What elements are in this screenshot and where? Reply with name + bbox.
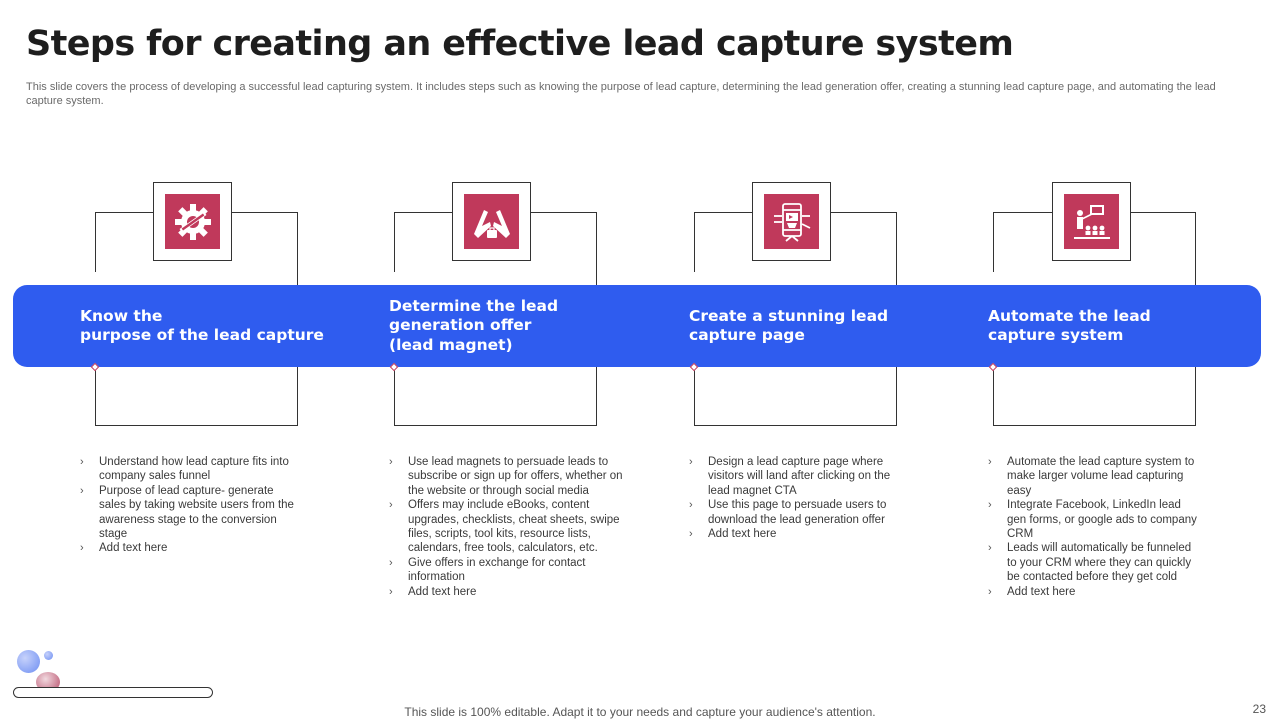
chevron-right-icon: ›: [80, 456, 84, 468]
mobile-page-icon: [770, 200, 814, 244]
presentation-audience-icon: [1070, 200, 1114, 244]
list-item: › Give offers in exchange for contact information: [389, 556, 586, 584]
list-item: › Understand how lead capture fits into company sales funnel: [80, 456, 289, 483]
chevron-right-icon: ›: [689, 456, 693, 468]
step-title-4: Automate the lead capture system: [988, 306, 1151, 344]
list-item: › Add text here: [988, 585, 1076, 598]
decorative-bubble: [17, 650, 40, 673]
list-item: › Use lead magnets to persuade leads to subscribe or sign up for offers, whether on the website or through social media: [389, 456, 623, 497]
chevron-right-icon: ›: [988, 585, 992, 598]
step-icon-box-3: [752, 182, 831, 261]
step-bullets-1: [80, 455, 295, 556]
decorative-bubble: [44, 651, 53, 660]
step-icon-box-1: [153, 182, 232, 261]
list-item: › Purpose of lead capture- generate sales by taking website users from the awareness stage to the conversion stage: [80, 484, 294, 541]
list-item: › Add text here: [389, 585, 477, 598]
list-item: › Design a lead capture page where visitors will land after clicking on the lead magnet CTA: [689, 456, 891, 497]
chevron-right-icon: ›: [80, 484, 84, 497]
hands-magnet-icon: [470, 200, 514, 244]
step-icon-box-4: [1052, 182, 1131, 261]
decorative-pill: [13, 687, 213, 698]
chevron-right-icon: ›: [389, 585, 393, 598]
step-bullets-4: [988, 455, 1203, 599]
page-number: 23: [1252, 702, 1266, 716]
chevron-right-icon: ›: [689, 528, 693, 541]
slide-subtitle: This slide covers the process of developing a successful lead capturing system. It includes steps such as knowing the purpose of lead capture, determining the lead generation offer, creating a stunning lead capture page, and automating the lead capture system.: [26, 81, 1216, 107]
chevron-right-icon: ›: [80, 542, 84, 555]
step-title-2: Determine the lead generation offer (lead magnet): [389, 296, 559, 354]
chevron-right-icon: ›: [988, 542, 992, 555]
chevron-right-icon: ›: [389, 456, 393, 468]
list-item: › Offers may include eBooks, content upgrades, checklists, cheat sheets, swipe files, scripts, tool kits, resource lists, calendars, free tools, calculators, etc.: [389, 499, 620, 555]
step-title-3: Create a stunning lead capture page: [689, 306, 889, 344]
step-bullets-3: [689, 455, 909, 541]
slide-footer: This slide is 100% editable. Adapt it to your needs and capture your audience's attention.: [404, 705, 876, 719]
chevron-right-icon: ›: [988, 499, 992, 512]
list-item: › Automate the lead capture system to make larger volume lead capturing easy: [988, 456, 1195, 497]
chevron-right-icon: ›: [988, 456, 992, 468]
list-item: › Add text here: [80, 542, 168, 555]
gear-pencil-icon: [171, 200, 215, 244]
list-item: › Use this page to persuade users to download the lead generation offer: [689, 499, 887, 526]
chevron-right-icon: ›: [389, 499, 393, 512]
chevron-right-icon: ›: [689, 499, 693, 512]
chevron-right-icon: ›: [389, 556, 393, 569]
list-item: › Add text here: [689, 528, 777, 541]
step-bullets-2: [389, 455, 624, 599]
list-item: › Integrate Facebook, LinkedIn lead gen forms, or google ads to company CRM: [988, 499, 1197, 541]
step-title-1: Know the purpose of the lead capture: [80, 306, 324, 344]
step-icon-box-2: [452, 182, 531, 261]
slide-title: Steps for creating an effective lead capture system: [26, 24, 1014, 64]
list-item: › Leads will automatically be funneled to your CRM where they can quickly be contacted before they get cold: [988, 542, 1192, 584]
